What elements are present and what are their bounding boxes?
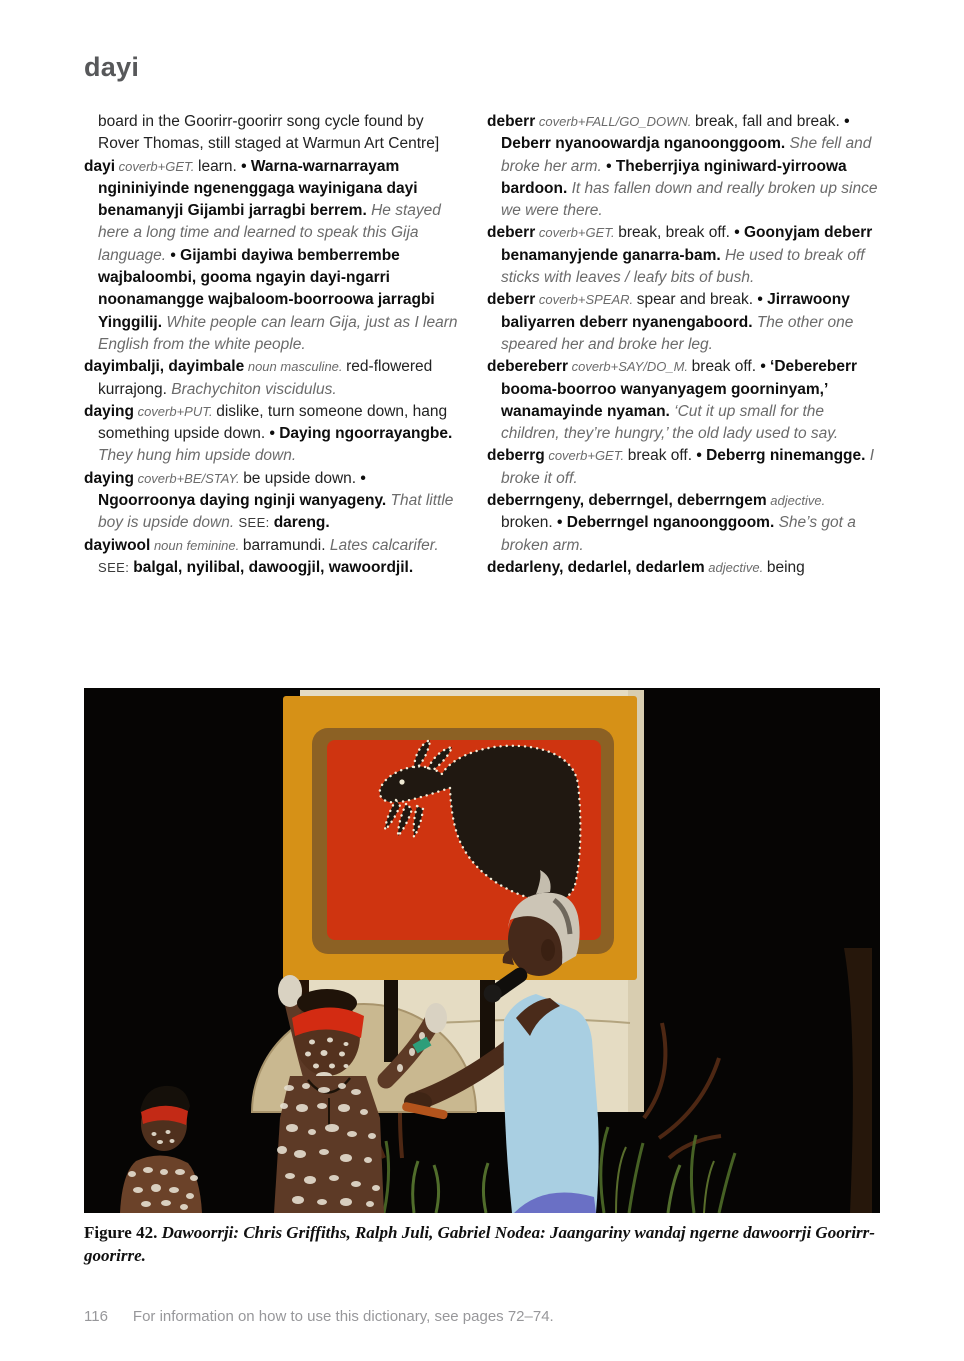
text-segment-tr: White people can learn Gija, just as I learn English from the white people. (98, 313, 458, 353)
text-segment-ex: • ‘Debereberr booma-boorroo wanyanyagem goorninyam,’ wanamayinde nyaman. (501, 358, 858, 420)
bull-eye (399, 779, 404, 784)
text-segment-def: board in the Goorirr-goorirr song cycle found by Rover Thomas, still staged at Warmun Art Centre] (98, 113, 440, 153)
text-segment-hw: dayiwool (84, 536, 151, 554)
dictionary-entry (487, 222, 880, 289)
text-segment-xref: balgal, nyilibal, dawoogjil, wawoordjil. (133, 558, 414, 576)
text-segment-ex: • Deberrg ninemangge. (696, 447, 870, 465)
text-segment-ex: • Gijambi dayiwa bemberrembe wajbaloombi, gooma ngayin dayi-ngarri noonamangge wajbaloom-boorroowa jarragbi Yinggilij. (98, 246, 435, 331)
text-segment-hw: daying (84, 469, 134, 487)
text-segment-gram: adjective. (766, 493, 826, 509)
text-segment-def: be upside down. (243, 469, 361, 487)
caption-label: Figure 42. (84, 1223, 158, 1242)
running-head: dayi (84, 52, 140, 82)
text-segment-gram: adjective. (704, 559, 767, 575)
text-segment-tr: I broke it off. (501, 447, 875, 487)
text-segment-hw: deberr (487, 224, 536, 242)
text-segment-gram: coverb+GET. (544, 448, 628, 464)
text-segment-hw: deberrg (487, 447, 545, 465)
text-segment-ex: • Deberr nyanoowardja nganoonggoom. (501, 113, 850, 153)
text-segment-see: SEE: (238, 515, 274, 531)
text-segment-hw: deberrngeny, deberrngel, deberrngem (487, 492, 767, 510)
blue-singlet (504, 994, 599, 1213)
text-segment-tr: They hung him upside down. (98, 447, 297, 465)
text-segment-hw: daying (84, 402, 134, 420)
text-segment-tr: He stayed here a long time and learned to speak this Gija language. (98, 202, 441, 264)
text-segment-def: dislike, turn someone down, hang something upside down. (98, 402, 448, 443)
text-segment-def: being (766, 558, 805, 576)
text-segment-tr: He used to break off sticks with leaves / leafy bits of bush. (501, 246, 865, 287)
text-segment-tr: She fell and broke her arm. (501, 135, 872, 175)
text-segment-hw: dedarleny, dedarlel, dedarlem (487, 558, 705, 576)
ceremony-photo (84, 688, 880, 1213)
text-segment-ex: • Daying ngoorrayangbe. (269, 425, 453, 443)
painted-hand-right (425, 1003, 447, 1033)
caption-text: Dawoorrji: Chris Griffiths, Ralph Juli, Gabriel Nodea: Jaangariny wandaj ngerne dawoorrji Goorirr-goorirre. (84, 1223, 875, 1265)
page-number: 116 (84, 1308, 108, 1325)
text-segment-gram: coverb+GET. (115, 158, 198, 174)
text-segment-def: break off. (691, 358, 761, 376)
text-segment-gram: noun feminine. (150, 537, 243, 553)
text-segment-see: SEE: (98, 559, 134, 575)
text-segment-hw: dayi (84, 157, 116, 175)
text-segment-tr: ‘Cut it up small for the children, they’re hungry,’ the old lady used to say. (501, 402, 839, 443)
dictionary-entry (487, 445, 880, 490)
text-segment-ex: • Jirrawoony baliyarren deberr nyanengaboord. (501, 291, 850, 331)
text-segment-gram: coverb+FALL/GO_DOWN. (535, 114, 696, 129)
dictionary-entry (487, 111, 880, 222)
right-column (487, 111, 880, 579)
text-segment-tr: The other one speared her and broke her leg. (501, 313, 854, 353)
ceremony-photo-illustration (84, 688, 880, 1213)
text-segment-hw: deberr (487, 291, 536, 309)
painting-dawoorrji (283, 696, 637, 980)
left-column (84, 111, 460, 579)
dictionary-entry (84, 468, 460, 535)
ear (541, 939, 555, 961)
text-segment-ex: • Goonyjam deberr benamanyjende ganarra-bam. (501, 224, 873, 264)
figure-42 (84, 688, 880, 1268)
figure-caption (84, 1222, 880, 1268)
text-segment-tr: She’s got a broken arm. (501, 514, 856, 554)
text-segment-gram: coverb+PUT. (133, 403, 217, 419)
text-segment-gram: coverb+GET. (535, 225, 619, 241)
text-segment-ex: • Theberrjiya nginiward-yirroowa bardoon. (501, 157, 847, 197)
dictionary-entry (487, 356, 880, 445)
text-segment-def: break, break off. (618, 224, 735, 242)
dictionary-entry (487, 490, 880, 557)
text-segment-def: barramundi. (242, 536, 330, 554)
page-footer (84, 1308, 554, 1325)
text-segment-hw: debereberr (487, 358, 568, 376)
dictionary-entry (84, 535, 460, 580)
text-segment-tr: Brachychiton viscidulus. (171, 380, 337, 398)
dictionary-entry (487, 289, 880, 356)
dictionary-entry (487, 557, 880, 579)
text-segment-gram: coverb+SPEAR. (535, 292, 637, 308)
dictionary-columns (84, 111, 880, 579)
entry-continuation (84, 111, 460, 156)
text-segment-gram: coverb+SAY/DO_M. (567, 359, 692, 375)
text-segment-tr: It has fallen down and really broken up since we were there. (501, 179, 878, 220)
text-segment-def: red-flowered kurrajong. (98, 358, 433, 398)
text-segment-tr: Lates calcarifer. (329, 536, 439, 554)
text-segment-hw: dayimbalji, dayimbale (84, 358, 245, 376)
text-segment-gram: coverb+BE/STAY. (133, 470, 244, 486)
text-segment-ex: • Warna-warnarrayam ngininiyinde ngenenggaga wayinigana dayi benamanyji Gijambi jarragbi berrem. (98, 157, 418, 220)
text-segment-def: break, fall and break. (695, 113, 845, 130)
text-segment-def: break off. (627, 447, 697, 465)
text-segment-hw: deberr (487, 113, 536, 130)
text-segment-def: spear and break. (636, 291, 758, 309)
text-segment-ex: • Ngoorroonya daying nginji wanyageny. (98, 469, 391, 510)
text-segment-xref: dareng. (273, 514, 330, 532)
text-segment-def: broken. (501, 514, 558, 532)
dictionary-entry (84, 156, 460, 357)
dictionary-entry (84, 401, 460, 468)
footer-note: For information on how to use this dictionary, see pages 72–74. (132, 1308, 554, 1325)
text-segment-ex: • Deberrngel nganoonggoom. (557, 514, 779, 532)
text-segment-tr: That little boy is upside down. (98, 492, 454, 532)
text-segment-gram: noun masculine. (244, 359, 347, 375)
dictionary-entry (84, 356, 460, 401)
text-segment-def: learn. (198, 157, 242, 175)
